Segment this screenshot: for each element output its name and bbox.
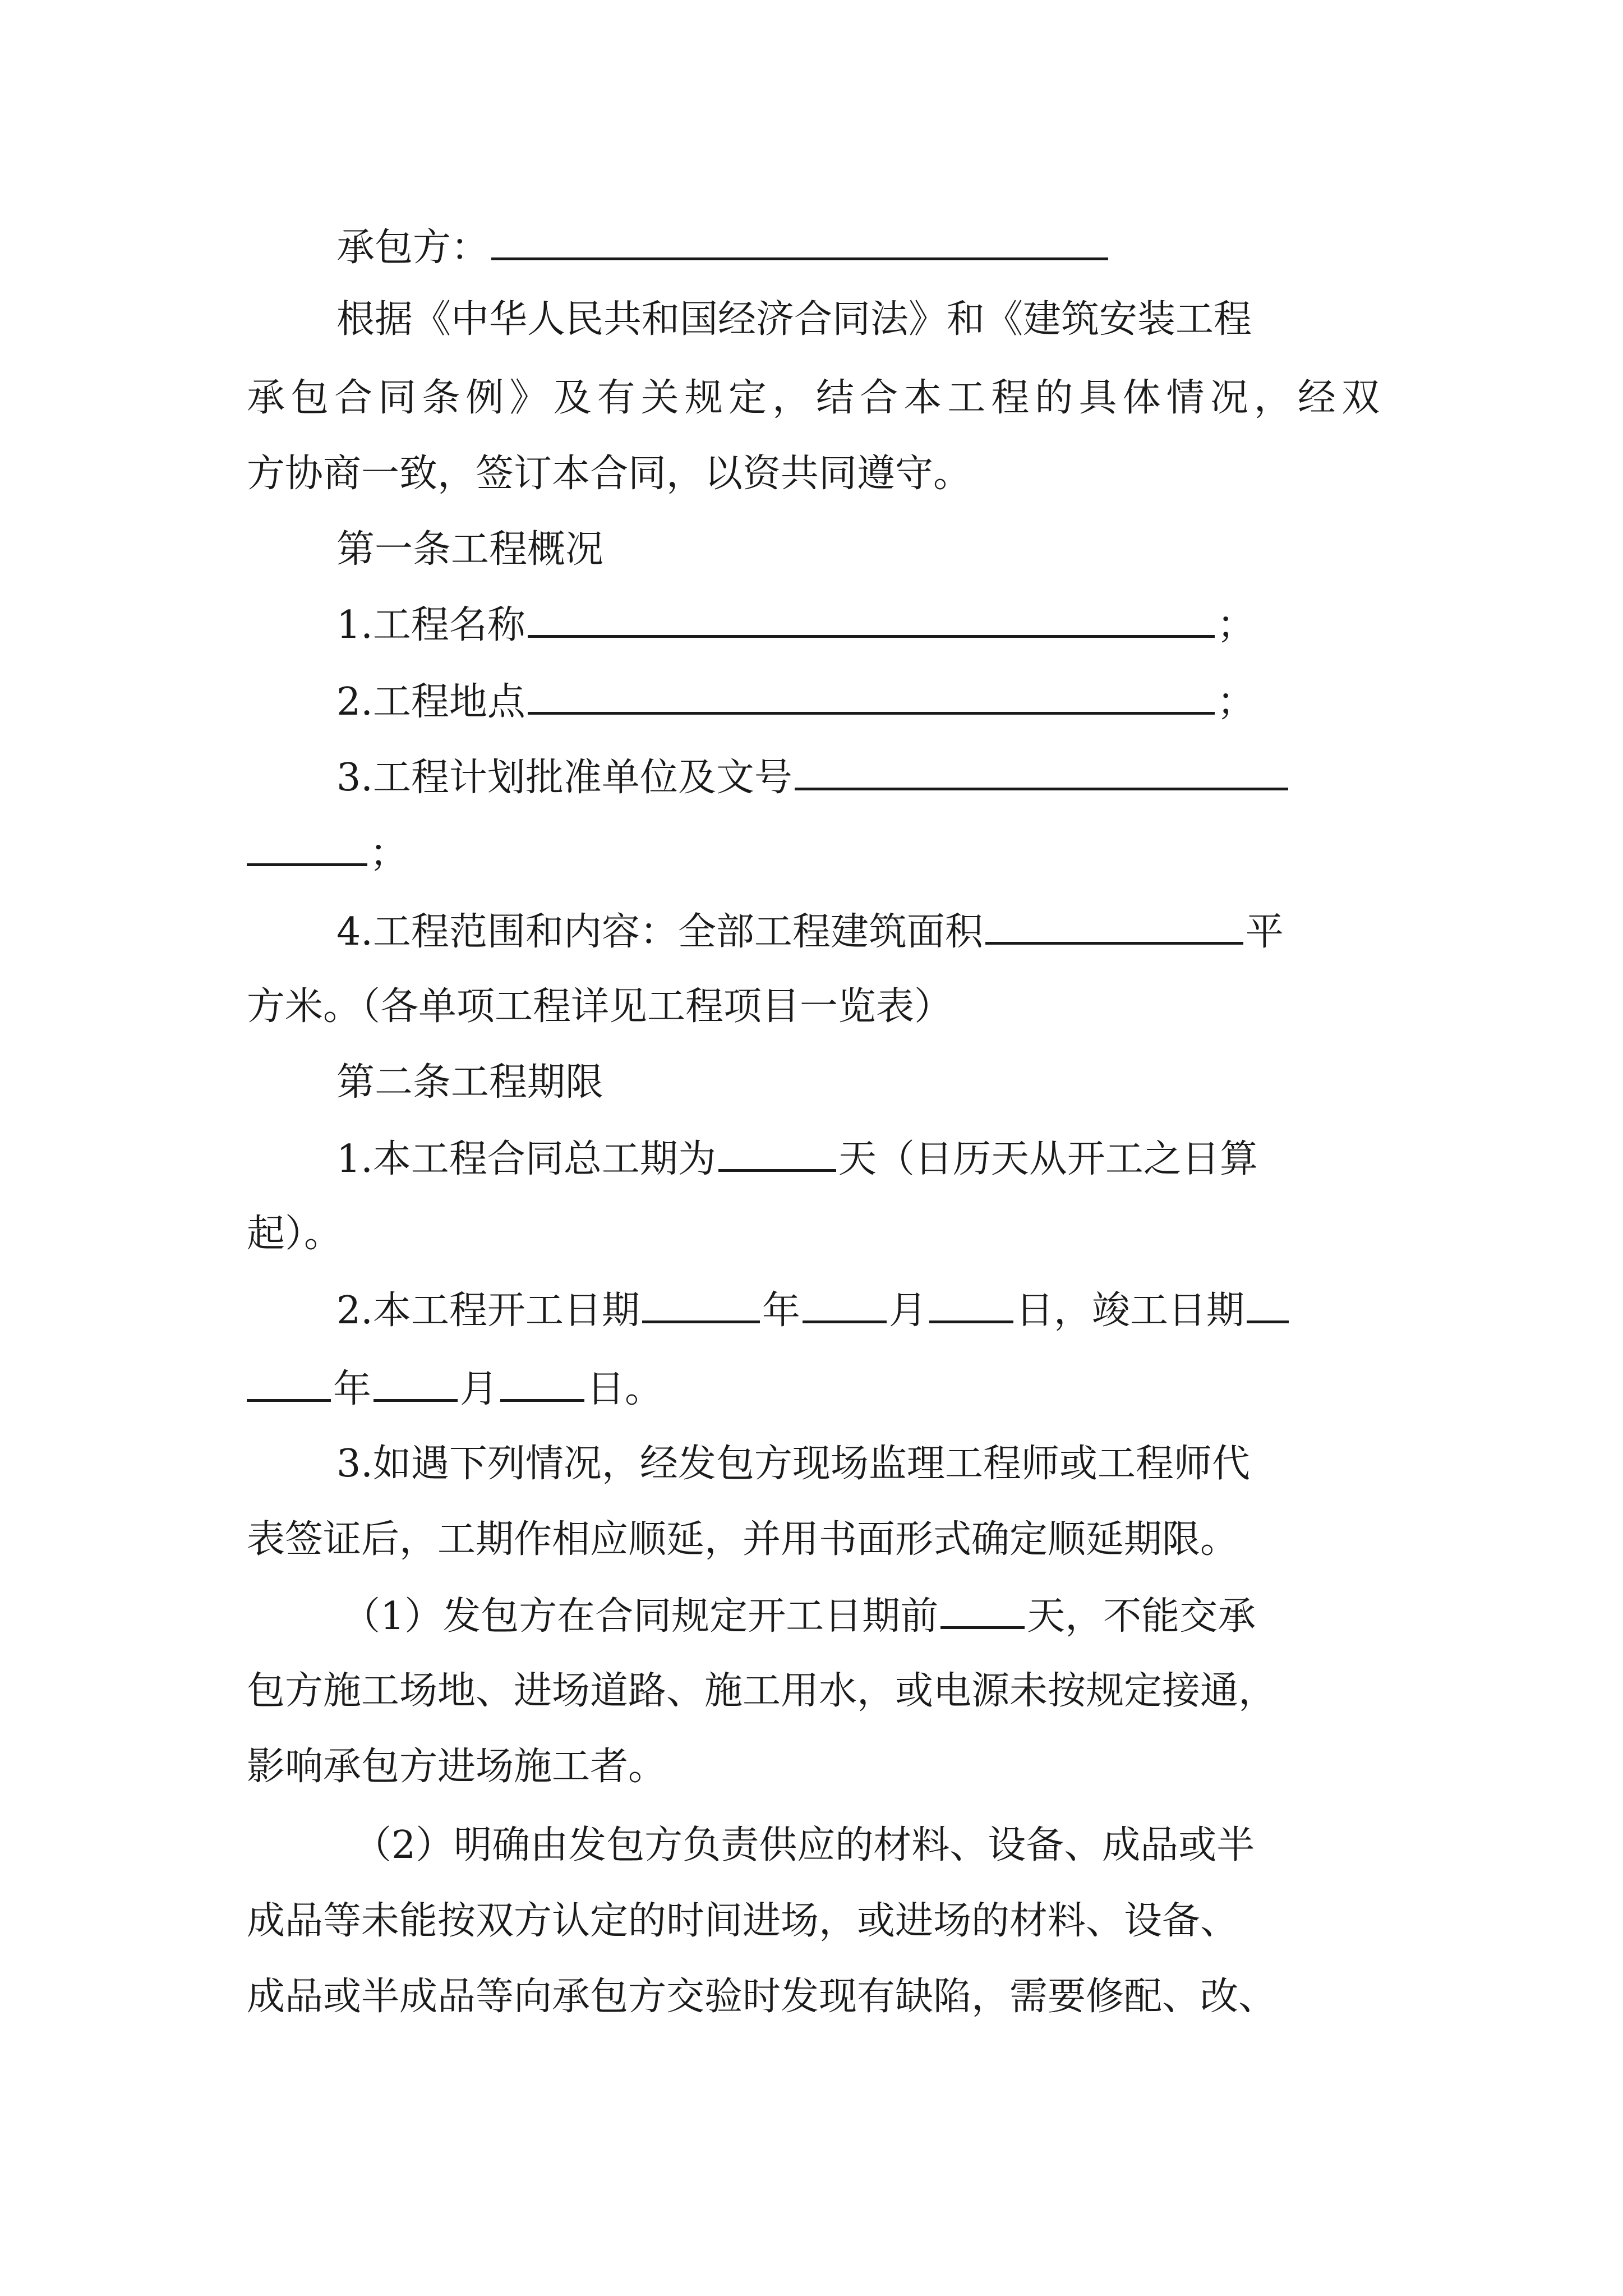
completion-month-blank[interactable] — [374, 1363, 458, 1402]
start-year-blank[interactable] — [642, 1285, 760, 1323]
completion-date-label: 日，竣工日期 — [1015, 1289, 1244, 1333]
start-date-label: 2.本工程开工日期 — [336, 1289, 640, 1333]
dates-line-2 — [247, 1363, 663, 1415]
project-location-label: 2.工程地点 — [336, 680, 525, 724]
case-2-text-3: 成品或半成品等向承包方交验时发现有缺陷，需要修配、改、 — [247, 1975, 1277, 2019]
semicolon: ； — [1216, 680, 1255, 724]
month-label: 月 — [460, 1367, 499, 1411]
case-2-text-1: （2）明确由发包方负责供应的材料、设备、成品或半 — [353, 1823, 1255, 1867]
completion-day-blank[interactable] — [500, 1363, 584, 1402]
case-2-line-1 — [353, 1820, 1255, 1871]
duration-label: 1.本工程合同总工期为 — [336, 1137, 716, 1181]
extension-text-1: 3.如遇下列情况，经发包方现场监理工程师或工程师代 — [336, 1442, 1250, 1486]
scope-unit-start: 平 — [1245, 910, 1284, 954]
preamble-line-2 — [247, 373, 1380, 424]
article-1-title — [336, 524, 603, 575]
case-1-days-blank[interactable] — [940, 1590, 1025, 1629]
approval-line — [336, 752, 1290, 803]
extension-line-2 — [247, 1515, 1238, 1565]
project-name-label: 1.工程名称 — [336, 603, 525, 647]
article-2-title-text: 第二条工程期限 — [336, 1060, 604, 1105]
extension-line-1 — [336, 1439, 1250, 1489]
approval-blank-1[interactable] — [795, 752, 1288, 790]
floor-area-blank[interactable] — [985, 906, 1243, 945]
duration-line-2 — [247, 1209, 342, 1259]
completion-year-blank-1[interactable] — [1247, 1285, 1289, 1323]
article-2-title — [336, 1057, 603, 1108]
article-1-title-text: 第一条工程概况 — [336, 527, 604, 572]
start-month-blank[interactable] — [803, 1285, 887, 1323]
extension-text-2: 表签证后，工期作相应顺延，并用书面形式确定顺延期限。 — [247, 1517, 1239, 1562]
approval-blank-2[interactable] — [247, 827, 367, 866]
preamble-text-2: 承包合同条例》及有关规定，结合本工程的具体情况，经双 — [247, 376, 1380, 420]
year-label: 年 — [333, 1367, 372, 1411]
dates-line — [336, 1285, 1291, 1336]
project-location-blank[interactable] — [528, 676, 1215, 715]
case-1-text-3: 影响承包方进场施工者。 — [247, 1745, 667, 1789]
approval-label: 3.工程计划批准单位及文号 — [336, 756, 792, 800]
scope-label: 4.工程范围和内容：全部工程建筑面积 — [336, 910, 983, 954]
completion-year-blank-2[interactable] — [247, 1363, 331, 1402]
case-1-label: （1）发包方在合同规定开工日期前 — [342, 1594, 939, 1639]
preamble-text-3: 方协商一致，签订本合同，以资共同遵守。 — [247, 452, 972, 496]
duration-days-blank[interactable] — [718, 1133, 836, 1172]
project-name-line — [336, 599, 1255, 651]
contractor-label: 承包方： — [336, 226, 490, 270]
month-label: 月 — [888, 1289, 927, 1333]
duration-text: 天（日历天从开工之日算 — [838, 1137, 1258, 1181]
scope-line — [336, 906, 1284, 958]
case-2-text-2: 成品等未能按双方认定的时间进场，或进场的材料、设备、 — [247, 1899, 1239, 1943]
duration-line — [336, 1133, 1258, 1185]
case-1-line-2 — [247, 1666, 1276, 1717]
case-1-text: 天，不能交承 — [1027, 1594, 1256, 1639]
scope-line-2 — [247, 982, 952, 1032]
scope-text-2: 方米。（各单项工程详见工程项目一览表） — [247, 984, 953, 1029]
completion-end: 日。 — [587, 1367, 663, 1411]
preamble-text-1: 根据《中华人民共和国经济合同法》和《建筑安装工程 — [336, 297, 1252, 342]
duration-text-2: 起）。 — [247, 1212, 343, 1256]
case-1-line-1 — [342, 1590, 1256, 1642]
case-1-text-2: 包方施工场地、进场道路、施工用水，或电源未按规定接通， — [247, 1669, 1277, 1713]
project-name-blank[interactable] — [528, 599, 1215, 638]
contractor-line — [336, 222, 1110, 273]
preamble-line-1 — [336, 295, 1252, 345]
start-day-blank[interactable] — [929, 1285, 1013, 1323]
project-location-line — [336, 676, 1255, 728]
case-2-line-2 — [247, 1896, 1238, 1947]
preamble-line-3 — [247, 449, 971, 499]
approval-line-2 — [247, 827, 408, 879]
semicolon: ； — [370, 831, 408, 876]
case-1-line-3 — [247, 1742, 666, 1792]
semicolon: ； — [1216, 603, 1255, 647]
contractor-blank[interactable] — [491, 222, 1108, 260]
year-label: 年 — [762, 1289, 800, 1333]
case-2-line-3 — [247, 1972, 1276, 2022]
